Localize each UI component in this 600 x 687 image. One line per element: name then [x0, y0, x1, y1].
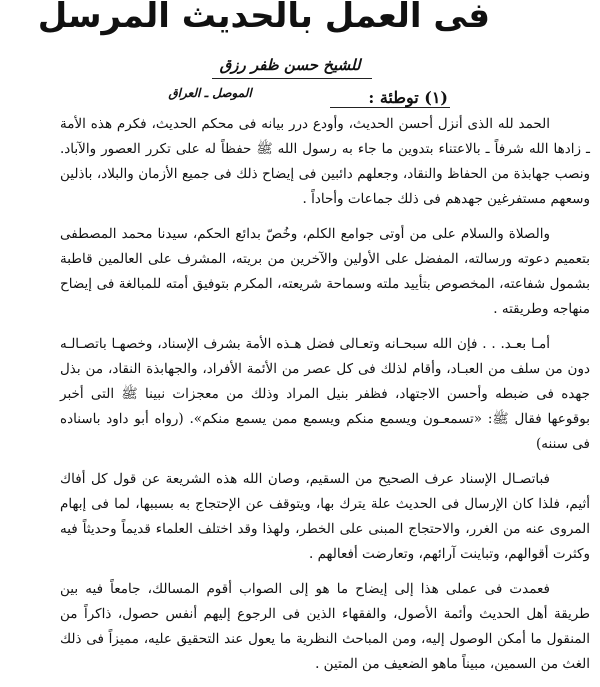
- paragraph: والصلاة والسلام على من أوتى جوامع الكلم، وخُصّ بدائع الحكم، سيدنا محمد المصطفى بتعميم دعوته ورسالته، المفضل على الأولين والآخرين من بريته، المشرف على العالمين قاطبة بشمول شفاعته، المخصوص بتأييد ملته وسماحة شريعته، المكرم بتوفيق أمته للمبالغة فى إيضاح منهاجه وطريقته .: [60, 226, 590, 317]
- paragraph: أمـا بعـد. . . فإن الله سبحـانه وتعـالى فضل هـذه الأمة بشرف الإسناد، وخصهـا باتصـالـه دون من سلف من العبـاد، وأقام لذلك فى كل عصر من الأئمة الأفراد، والجهابذة النقاد، من بذل جهده فى ضبطه وأحسن الاجتهاد، فظفر بنيل المراد وذلك من معجزات نبينا ﷺ التى أخبر بوقوعها فقال ﷺ: «تسمعـون ويسمع منكم ويسمع ممن يسمع منكم». (رواه أبو داود باسناده فى سننه): [60, 336, 590, 452]
- body-text: [60, 112, 590, 687]
- paragraph: فعمدت فى عملى هذا إلى إيضاح ما هو إلى الصواب أقوم المسالك، جامعاً فيه بين طريقة أهل الحديث وأئمة الأصول، والفقهاء الذين فى الرجوع إليهم أنفس حصول، ذاكراً من المنقول ما أمكن الوصول إليه، ومن المباحث النظرية ما يعول عند التحقيق عليه، مميزاً فى ذلك الغث من السمين، مبيناً ماهو الضعيف من المتين .: [60, 581, 590, 672]
- author-underline: [212, 78, 372, 79]
- author-name: للشيخ حسن ظفر رزق: [219, 56, 361, 74]
- paragraph: الحمد لله الذى أنزل أحسن الحديث، وأودع درر بيانه فى محكم الحديث، فكرم هذه الأمة ـ زادها الله شرفاً ـ بالاعتناء بتدوين ما جاء به رسول الله ﷺ حفظاً له على تكرر العصور والآباد. ونصب جهابذة من الحفاظ والنقاد، وجعلهم دائبين فى إيضاح ذلك فى جميع الأزمان والبلاد، باذلين وسعهم مستفرغين جهدهم فى ذلك جماعات وأحاداً .: [60, 116, 590, 207]
- author-location: الموصل ـ العراق: [168, 86, 252, 100]
- paragraph: فباتصـال الإسناد عرف الصحيح من السقيم، وصان الله هذه الشريعة عن قول كل أفاك أثيم، فلذا كان الإرسال فى الحديث علة يترك بها، ويتوقف عن الإحتجاج به بسببها، لما فى إبهام المروى عنه من الغرر، والاحتجاج المبنى على الخطر، ولهذا وقد اختلف العلماء قديماً وحديثاً فيه وكثرت أقوالهم، وتباينت آرائهم، وتعارضت أفعالهم .: [60, 471, 590, 562]
- section-heading: (١) توطئة :: [368, 88, 448, 107]
- page-title: فى العمل بالحديث المرسل: [37, 0, 490, 36]
- section-underline: [330, 107, 450, 108]
